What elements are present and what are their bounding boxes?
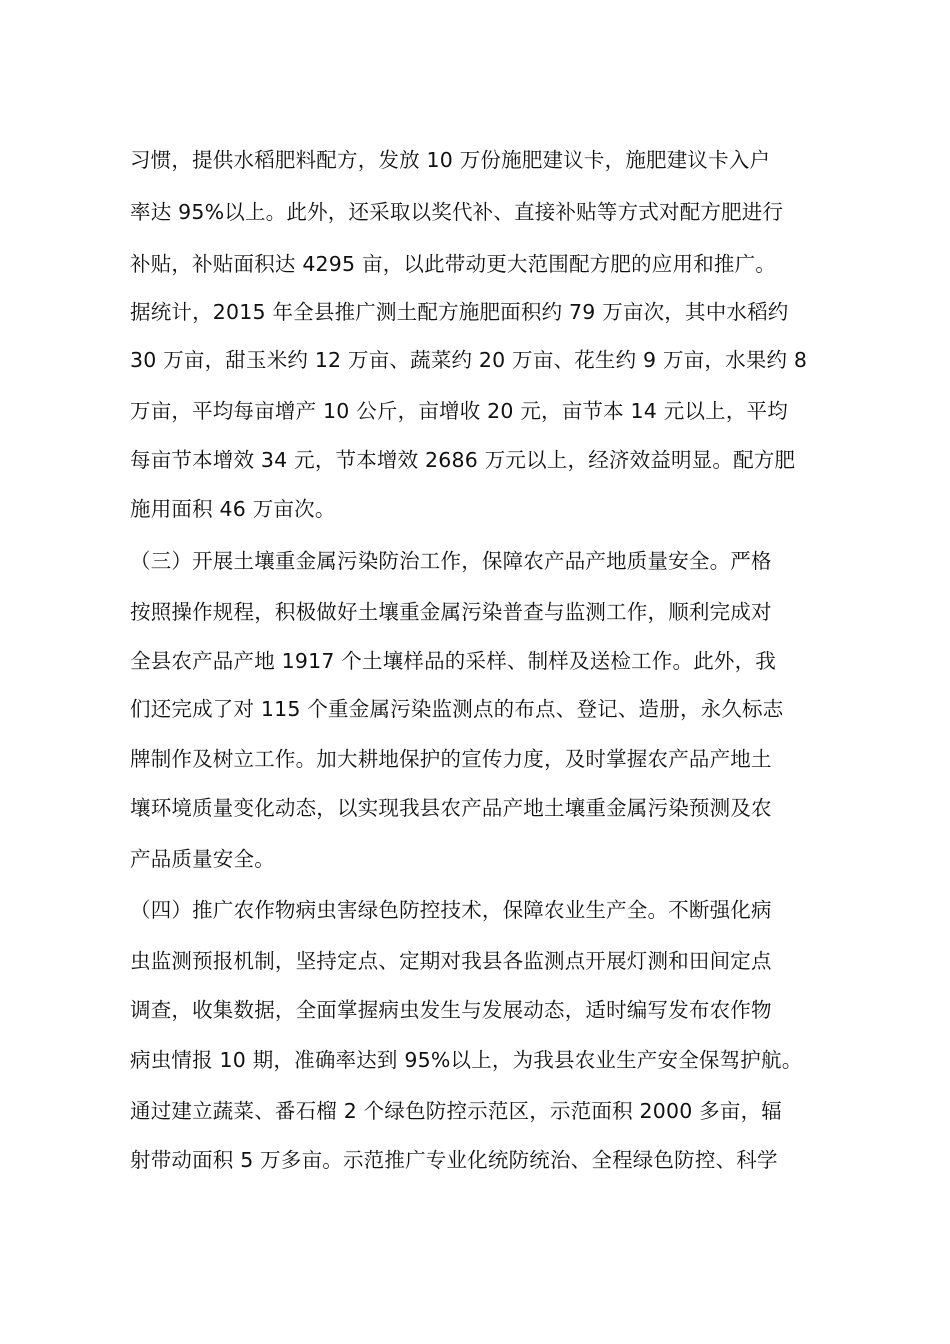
text-line: 补贴，补贴面积达 4295 亩，以此带动更大范围配方肥的应用和推广。 <box>130 252 777 276</box>
text-line: 30 万亩，甜玉米约 12 万亩、蔬菜约 20 万亩、花生约 9 万亩，水果约 8 <box>130 348 808 372</box>
text-line: 万亩，平均每亩增产 10 公斤，亩增收 20 元，亩节本 14 元以上，平均 <box>130 399 788 423</box>
text-line: 病虫情报 10 期，准确率达到 95%以上，为我县农业生产安全保驾护航。 <box>130 1048 803 1072</box>
text-line: 牌制作及树立工作。加大耕地保护的宣传力度，及时掌握农产品产地土 <box>130 747 772 771</box>
text-line: 全县农产品产地 1917 个土壤样品的采样、制样及送检工作。此外，我 <box>130 649 777 673</box>
text-line: 按照操作规程，积极做好土壤重金属污染普查与监测工作，顺利完成对 <box>130 600 772 624</box>
text-line: 习惯，提供水稻肥料配方，发放 10 万份施肥建议卡，施肥建议卡入户 <box>130 148 771 172</box>
text-line: 虫监测预报机制，坚持定点、定期对我县各监测点开展灯测和田间定点 <box>130 949 772 973</box>
text-line: 率达 95%以上。此外，还采取以奖代补、直接补贴等方式对配方肥进行 <box>130 200 784 224</box>
text-line: 射带动面积 5 万多亩。示范推广专业化统防统治、全程绿色防控、科学 <box>130 1148 778 1172</box>
text-line: 施用面积 46 万亩次。 <box>130 497 336 521</box>
text-line: 据统计，2015 年全县推广测土配方施肥面积约 79 万亩次，其中水稻约 <box>130 300 789 324</box>
text-line: 壤环境质量变化动态，以实现我县农产品产地土壤重金属污染预测及农 <box>130 796 772 820</box>
text-line: 通过建立蔬菜、番石榴 2 个绿色防控示范区，示范面积 2000 多亩，辐 <box>130 1099 782 1123</box>
text-line: 产品质量安全。 <box>130 847 275 871</box>
text-line: 们还完成了对 115 个重金属污染监测点的布点、登记、造册，永久标志 <box>130 697 784 721</box>
text-line: （四）推广农作物病虫害绿色防控技术，保障农业生产全。不断强化病 <box>130 898 772 922</box>
text-line: 每亩节本增效 34 元，节本增效 2686 万元以上，经济效益明显。配方肥 <box>130 448 796 472</box>
text-line: 调查，收集数据，全面掌握病虫发生与发展动态，适时编写发布农作物 <box>130 998 772 1022</box>
text-line: （三）开展土壤重金属污染防治工作，保障农产品产地质量安全。严格 <box>130 549 772 573</box>
